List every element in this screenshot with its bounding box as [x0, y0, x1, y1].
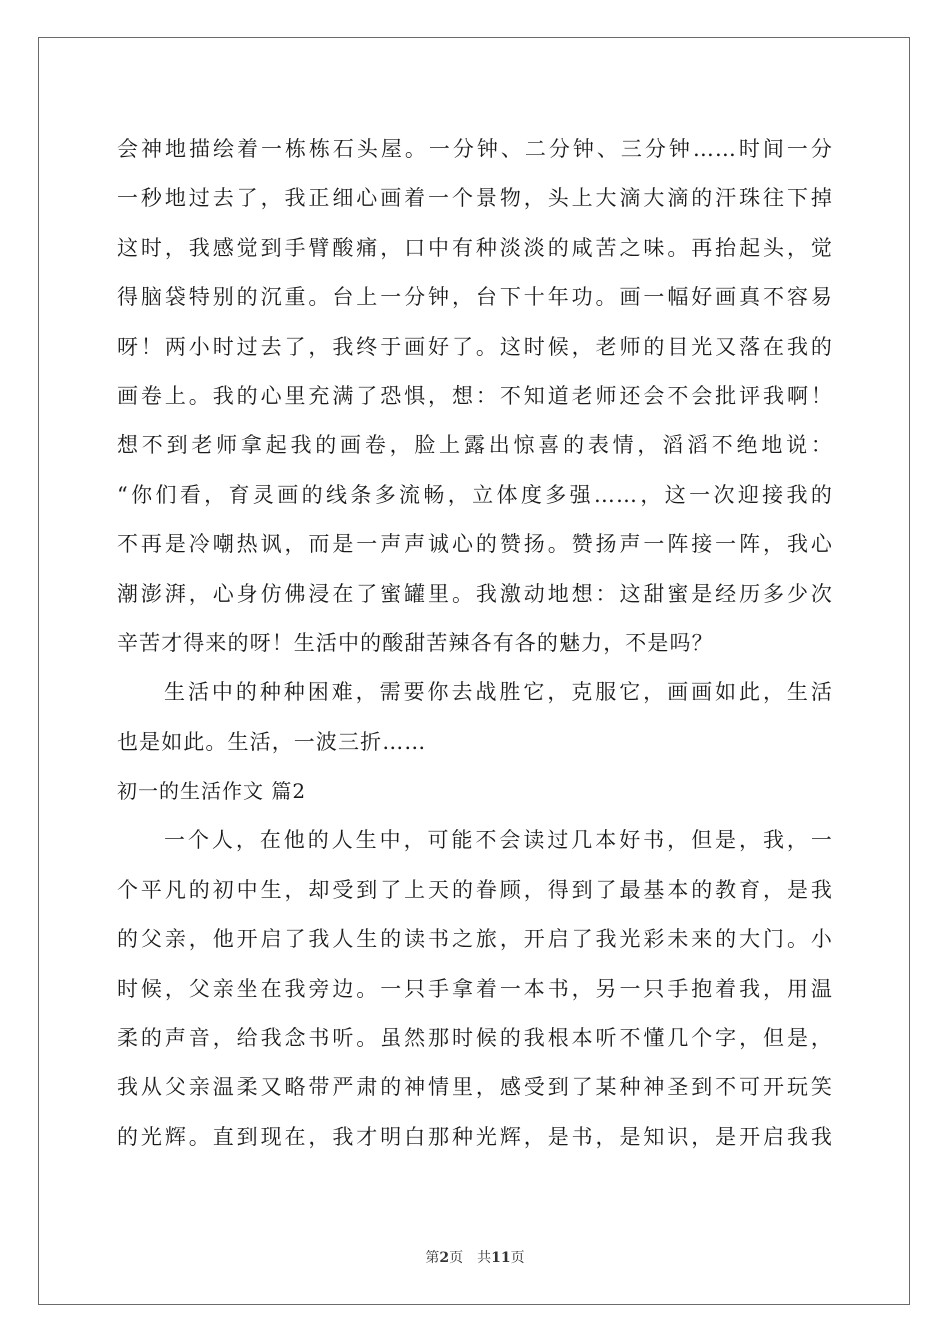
- page-footer: [0, 1247, 950, 1267]
- section-heading: 初一的生活作文 篇2: [117, 779, 307, 804]
- text-line: 我从父亲温柔又略带严肃的神情里，感受到了某种神圣到不可开玩笑: [117, 1075, 833, 1100]
- text-line: “你们看，育灵画的线条多流畅，立体度多强……，这一次迎接我的: [117, 482, 833, 507]
- text-line: 个平凡的初中生，却受到了上天的眷顾，得到了最基本的教育，是我: [117, 877, 833, 902]
- footer-total-prefix: 共: [477, 1250, 492, 1266]
- text-line: 一个人，在他的人生中，可能不会读过几本好书，但是，我，一: [164, 828, 833, 853]
- footer-total-suffix: 页: [510, 1250, 525, 1266]
- text-line: 柔的声音，给我念书听。虽然那时候的我根本听不懂几个字，但是，: [117, 1026, 833, 1051]
- text-line: 也是如此。生活，一波三折……: [117, 729, 427, 754]
- text-line: 一秒地过去了，我正细心画着一个景物，头上大滴大滴的汗珠往下掉: [117, 186, 833, 211]
- text-line: 得脑袋特别的沉重。台上一分钟，台下十年功。画一幅好画真不容易: [117, 285, 833, 310]
- footer-total-pages: 11: [491, 1250, 511, 1266]
- text-line: 这时，我感觉到手臂酸痛，口中有种淡淡的咸苦之味。再抬起头，觉: [117, 235, 833, 260]
- text-line: 潮澎湃，心身仿佛浸在了蜜罐里。我激动地想：这甜蜜是经历多少次: [117, 581, 833, 606]
- text-line: 的父亲，他开启了我人生的读书之旅，开启了我光彩未来的大门。小: [117, 927, 833, 952]
- footer-page-suffix: 页: [449, 1250, 464, 1266]
- text-line: 呀！两小时过去了，我终于画好了。这时候，老师的目光又落在我的: [117, 334, 833, 359]
- footer-page-prefix: 第: [425, 1250, 440, 1266]
- text-line: 想不到老师拿起我的画卷，脸上露出惊喜的表情，滔滔不绝地说：: [117, 433, 833, 458]
- text-line: 时候，父亲坐在我旁边。一只手拿着一本书，另一只手抱着我，用温: [117, 976, 833, 1001]
- text-line: 辛苦才得来的呀！生活中的酸甜苦辣各有各的魅力，不是吗？: [117, 630, 714, 655]
- text-line: 的光辉。直到现在，我才明白那种光辉，是书，是知识，是开启我我: [117, 1124, 833, 1149]
- document-body: [117, 125, 833, 1162]
- text-line: 生活中的种种困难，需要你去战胜它，克服它，画画如此，生活: [164, 680, 833, 705]
- text-line: 会神地描绘着一栋栋石头屋。一分钟、二分钟、三分钟……时间一分: [117, 137, 833, 161]
- text-line: 画卷上。我的心里充满了恐惧，想：不知道老师还会不会批评我啊！: [117, 383, 833, 408]
- text-line: 不再是冷嘲热讽，而是一声声诚心的赞扬。赞扬声一阵接一阵，我心: [117, 532, 833, 557]
- footer-page-number: 2: [439, 1250, 450, 1266]
